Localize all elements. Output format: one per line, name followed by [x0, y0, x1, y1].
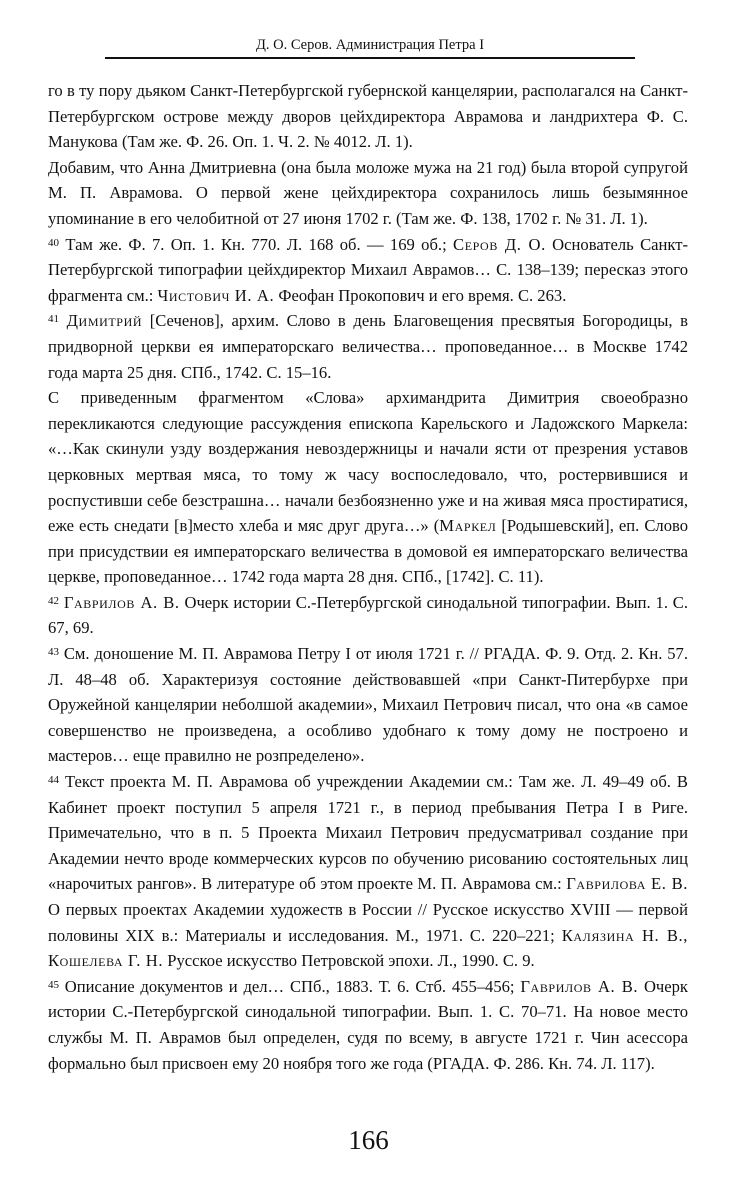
author-name: Димитрий [66, 311, 143, 331]
author-name: Серов Д. О. [453, 234, 546, 254]
note-text: Текст проекта М. П. Аврамова об учреждении Академии см.: Там же. Л. 49–49 об. В Кабинет проект поступил 5 апреля 1721 г., в период пребывания Петра I в Риге. Примечательно, что в п. 5 Проекта Михаил Петрович предусматривал создание при Академии нечто вроде коммерческих курсов по обучению рисованию состоятельных лиц «нарочитых рангов». В литературе об этом проекте М. П. Аврамова см.: [48, 772, 688, 894]
author-name: Гаврилова Е. В. [566, 874, 689, 894]
page-number: 166 [348, 1125, 389, 1155]
note-text: Основатель Санкт-Петербургской типографии цейхдиректор Михаил Аврамов… С. 138–139; пересказ этого фрагмента см.: [48, 234, 688, 305]
note-text: С приведенным фрагментом «Слова» архимандрита Димитрия своеобразно перекликаются следующие рассуждения епископа Карельского и Ладожского Маркела: «…Как скинули узду воздержания невоздержницы и начали ясти от презрения уставов церковных мертвая мяса, то тому ж часу воспоследовало, что, ростервившися и роспустивши себе безстрашна… начали безбоязненно уже и на живая мяса простиратися, еже есть снедати [в]место хлеба и мяс друг друга…» ( [48, 388, 688, 536]
footnote-number: 42 [48, 594, 59, 607]
note-text: [Родышевский], еп. Слово при присудствии ея императорскаго величества в домовой ея императорскаго величества церкве, проповеданное… 1742 года марта 28 дня. СПб., [1742]. С. 11). [48, 516, 689, 587]
footnote-number: 45 [48, 978, 59, 991]
note-text: См. доношение М. П. Аврамова Петру I от июля 1721 г. // РГАДА. Ф. 9. Отд. 2. Кн. 57. Л. 48–48 об. Характеризуя состояние действовавшей «при Санкт-Питербурхе при Оружейной канцелярии неболшой академии», Михаил Петрович писал, что она «в самое совершенство не произведена, а особливо удобнаго к тому дому не построено и мастеров… еще правилно не розпределено». [48, 644, 688, 766]
author-name: Гаврилов А. В. [63, 592, 180, 612]
note-paragraph [48, 78, 688, 155]
footnotes-block [48, 78, 688, 1076]
header-rule [105, 57, 635, 59]
footnote-43 [48, 641, 688, 769]
note-text: Русское искусство Петровской эпохи. Л., 1990. С. 9. [163, 951, 535, 971]
note-text: Добавим, что Анна Дмитриевна (она была моложе мужа на 21 год) была второй супругой М. П. Аврамова. О первой жене цейхдиректора сохранилось лишь безымянное упоминание в его челобитной от 27 июня 1702 г. (Там же. Ф. 138, 1702 г. № 31. Л. 1). [48, 157, 688, 228]
note-text: Очерк истории С.-Петербургской синодальной типографии. Вып. 1. С. 67, 69. [48, 592, 689, 638]
note-text: го в ту пору дьяком Санкт-Петербургской губернской канцелярии, располагался на Санкт-Петербургском острове между дворов цейхдиректора Аврамова и ландрихтера Ф. С. Манукова (Там же. Ф. 26. Оп. 1. Ч. 2. № 4012. Л. 1). [48, 81, 688, 152]
note-text: [Сеченов], архим. Слово в день Благовещения пресвятыя Богородицы, в придворной церкви ея императорскаго величества… проповеданное… в Москве 1742 года марта 25 дня. СПб., 1742. С. 15–16. [48, 311, 689, 382]
author-name: Калязина Н. В., Кошелева Г. Н. [48, 925, 688, 971]
author-name: Гаврилов А. В. [520, 976, 639, 996]
footnote-number: 43 [48, 646, 59, 659]
footnote-44 [48, 769, 688, 974]
footnote-41 [48, 308, 688, 385]
note-text [59, 311, 67, 330]
running-title: Д. О. Серов. Администрация Петра I [255, 37, 485, 53]
author-name: Чистович И. А. [157, 285, 275, 305]
note-text: О первых проектах Академии художеств в России // Русское искусство XVIII — первой половины XIX в.: Материалы и исследования. М., 1971. С. 220–221; [48, 900, 688, 945]
note-text: Там же. Ф. 7. Оп. 1. Кн. 770. Л. 168 об. — 169 об.; [59, 234, 454, 254]
footnote-number: 44 [48, 774, 59, 787]
footnote-45 [48, 974, 688, 1076]
author-name: Маркел [439, 516, 497, 536]
footnote-number: 40 [48, 236, 59, 249]
footnote-40 [48, 232, 688, 309]
note-paragraph [48, 385, 688, 590]
footnote-number: 41 [48, 313, 59, 326]
note-text: Описание документов и дел… СПб., 1883. Т. 6. Стб. 455–456; [59, 976, 521, 996]
note-text: Феофан Прокопович и его время. С. 263. [274, 285, 567, 305]
footnote-42 [48, 590, 688, 641]
note-text: Очерк истории С.-Петербургской синодальной типографии. Вып. 1. С. 70–71. На новое место службы М. П. Аврамов был определен, судя по всему, в августе 1721 г. Чин асессора формально был присвоен ему 20 ноября того же года (РГАДА. Ф. 286. Кн. 74. Л. 117). [48, 976, 688, 1073]
note-paragraph [48, 155, 688, 232]
